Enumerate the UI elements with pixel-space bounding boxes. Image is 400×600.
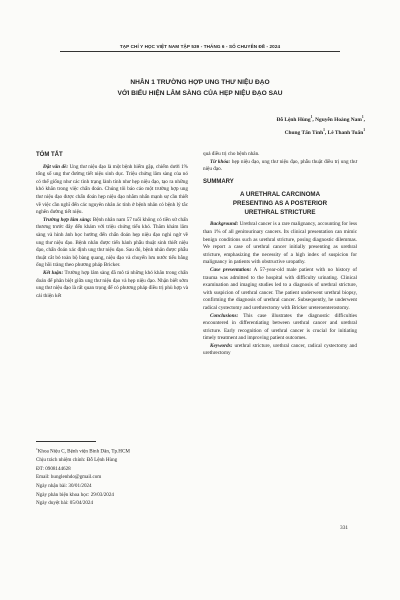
article-title bbox=[40, 78, 360, 99]
english-title-line-1: A URETHRAL CARCINOMA bbox=[239, 191, 321, 199]
right-column bbox=[203, 151, 357, 358]
affiliation-mark: 1 bbox=[36, 447, 38, 451]
vietnamese-abstract bbox=[36, 152, 188, 300]
conclusion-continued: quả điều trị cho bệnh nhân. bbox=[203, 151, 260, 157]
footnotes bbox=[36, 445, 191, 508]
vietnamese-keywords bbox=[203, 159, 357, 174]
abstract-conclusion bbox=[36, 270, 188, 300]
email-address: Email: hunglenhdo@gmail.com bbox=[36, 474, 102, 481]
header-divider bbox=[60, 51, 340, 52]
affiliation-mark: 1 bbox=[363, 128, 365, 133]
english-keywords bbox=[203, 343, 357, 358]
review-date: Ngày phản biện khoa học: 29/03/2024 bbox=[36, 491, 114, 498]
received-date: Ngày nhận bài: 30/01/2024 bbox=[36, 483, 92, 490]
conclusion-text: Trường hợp lâm sàng đã mô tả những khó khăn trong chẩn đoán để phân biệt giữa ung thư niệu đạo và hẹp niệu đạo. Nhận biết sớm ung thư niệu đạo là rất quan trọng để có phương pháp điều trị phù hợp và cải thiện kết bbox=[36, 269, 189, 299]
affiliation-footnote bbox=[36, 445, 191, 456]
background-label: Background: bbox=[210, 221, 239, 228]
conclusion-label: Kết luận: bbox=[43, 269, 64, 276]
abstract-heading: TÓM TẮT bbox=[36, 152, 63, 158]
conclusion-label: Conclusions: bbox=[210, 312, 239, 319]
author-name: Lê Thanh Tuấn bbox=[327, 130, 364, 136]
abstract-case bbox=[36, 217, 188, 270]
author-separator: , bbox=[363, 116, 365, 123]
corresponding-author: Chịu trách nhiệm chính: Đỗ Lệnh Hùng bbox=[36, 457, 118, 464]
author-name: Chung Tấn Tính bbox=[284, 130, 324, 136]
case-label: Case presentation: bbox=[210, 266, 252, 273]
keywords-text: hẹp niệu đạo, ung thư niệu đạo, phẫu thuật điều trị ung thư niệu đạo. bbox=[203, 158, 358, 173]
accepted-date: Ngày duyệt bài: 05/04/2024 bbox=[36, 500, 94, 507]
english-title bbox=[203, 190, 357, 217]
author-separator: , bbox=[324, 130, 328, 136]
affiliation-mark: 1 bbox=[310, 115, 313, 119]
abstract-background bbox=[36, 164, 188, 217]
case-label: Trường hợp lâm sàng: bbox=[43, 216, 92, 223]
page-number: 331 bbox=[340, 525, 349, 531]
english-title-line-2: PRESENTING AS A POSTERIOR bbox=[232, 200, 328, 208]
summary-case bbox=[203, 267, 357, 313]
phone-number: ĐT: 0908144628 bbox=[36, 465, 71, 472]
title-line-2: VỚI BIỂU HIỆN LÂM SÀNG CỦA HẸP NIỆU ĐẠO SAU bbox=[117, 89, 283, 97]
author-separator: , bbox=[312, 116, 316, 123]
english-title-line-3: URETHRAL STRICTURE bbox=[244, 209, 316, 217]
background-text: Ung thư niệu đạo là một bệnh hiếm gặp, chiếm dưới 1% tổng số ung thư đường tiết niệu sinh dục. Triệu chứng lâm sàng của nó có thể giống như các tình trạng lành tính như hẹp niệu đạo, tạo ra những khó khăn trong việc chẩn đoán. Chúng tôi báo cáo một trường hợp ung thư niệu đạo được chẩn đoán hẹp niệu đạo nhằm nhấn mạnh sự cần thiết về việc cần nghĩ đến các nguyên nhân ác tính ở bệnh nhân có bệnh lý tắc nghẽn đường tiết niệu. bbox=[36, 163, 188, 216]
keywords-label: Từ khóa: bbox=[210, 158, 231, 165]
affiliation-text: Khoa Niệu C, Bệnh viện Bình Dân, Tp.HCM bbox=[37, 448, 130, 455]
conclusion-text: This case illustrates the diagnostic difficulties encountered in differentiating between urethral cancer and urethral stricture. Early recognition of urethral cancer is crucial for initiating timely treatment and improving patient outcomes. bbox=[203, 312, 357, 342]
background-label: Đặt vấn đề: bbox=[43, 163, 69, 170]
background-text: Urethral cancer is a rare malignancy, accounting for less than 1% of all genitourinary cancers. Its clinical presentation can mimic benign conditions such as urethral stricture, posing diagnostic dilemmas. We report a case of urethral cancer initially presenting as urethral stricture, emphasizing the necessity of a high index of suspicion for malignancy in patients with obstructive uropathy. bbox=[203, 221, 357, 266]
author-line-2 bbox=[190, 125, 365, 138]
affiliation-mark: 1 bbox=[361, 115, 364, 119]
author-name: Nguyễn Hoàng Nam bbox=[315, 116, 362, 123]
author-name: Đỗ Lệnh Hùng bbox=[276, 116, 311, 123]
keywords-text: urethral stricture, urethral cancer, radical cystectomy and urethrectomy bbox=[203, 342, 357, 357]
footnote-divider bbox=[36, 441, 96, 442]
affiliation-mark: 1 bbox=[323, 128, 325, 133]
title-line-1: NHÂN 1 TRƯỜNG HỢP UNG THƯ NIỆU ĐẠO bbox=[130, 79, 270, 86]
author-list bbox=[190, 112, 365, 138]
summary-background bbox=[203, 221, 357, 267]
journal-header: TẠP CHÍ Y HỌC VIỆT NAM TẬP 539 - THÁNG 6 - SỐ CHUYÊN ĐỀ - 2024 bbox=[119, 44, 281, 49]
keywords-label: Keywords: bbox=[210, 342, 233, 349]
author-line-1 bbox=[190, 112, 365, 125]
case-text: A 57-year-old male patient with no history of trauma was admitted to the hospital with difficulty urinating. Clinical examination and imaging studies led to a diagnosis of urethral stricture, with suspicion of urethral cancer. The patient underwent urethral biopsy, confirming the diagnosis of urethral cancer. Subsequently, he underwent radical cystectomy and urethrectomy with Bricker ureteroenterostomy. bbox=[203, 266, 357, 311]
summary-heading: SUMMARY bbox=[203, 178, 234, 185]
case-text: Bệnh nhân nam 57 tuổi không có tiền sử chấn thương trước đây đến khám với triệu chứng tiểu khó. Thăm khám lâm sàng và hình ảnh học hướng đến chẩn đoán hẹp niệu đạo nghi ngờ về ung thư niệu đạo. Bệnh nhân được tiến hành phẫu thuật sinh thiết niệu đạo, chẩn đoán xác định ung thư niệu đạo. Sau đó, bệnh nhân được phẫu thuật cắt bỏ toàn bộ bàng quang, niệu đạo và chuyển lưu nước tiểu bằng ống hồi tràng theo phương pháp Bricker. bbox=[36, 216, 188, 269]
summary-conclusion bbox=[203, 313, 357, 343]
